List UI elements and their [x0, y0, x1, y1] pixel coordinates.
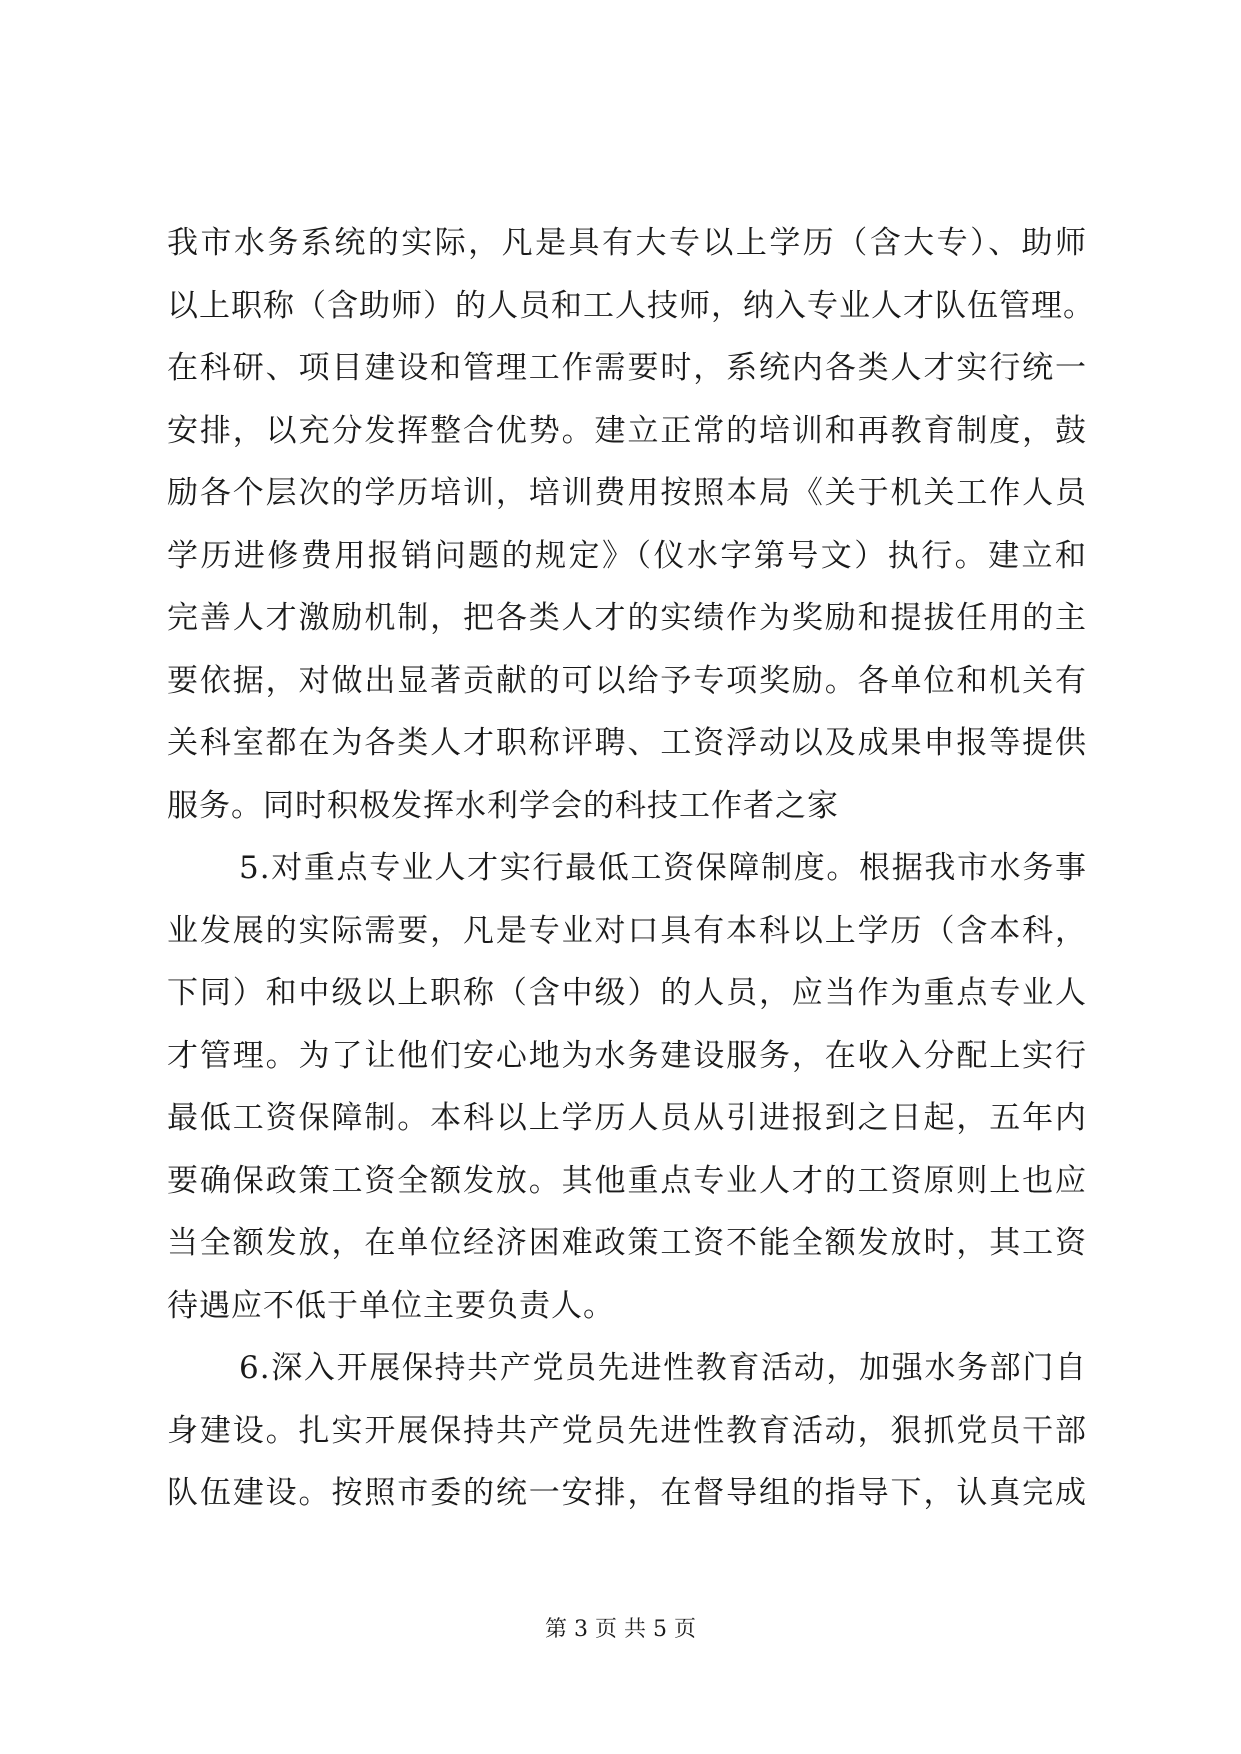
paragraph-6-heading-line: 6.深入开展保持共产党员先进性教育活动，加强水务部门自 — [239, 1350, 1087, 1386]
text-line: 在科研、项目建设和管理工作需要时，系统内各类人才实行统一 — [167, 350, 1087, 386]
text-line: 最低工资保障制。本科以上学历人员从引进报到之日起，五年内 — [167, 1100, 1087, 1136]
text-line: 待遇应不低于单位主要负责人。 — [167, 1288, 615, 1324]
page-number-footer: 第 3 页 共 5 页 — [545, 1617, 696, 1642]
text-line: 我市水务系统的实际，凡是具有大专以上学历（含大专）、助师 — [167, 225, 1087, 261]
text-line: 下同）和中级以上职称（含中级）的人员，应当作为重点专业人 — [167, 975, 1087, 1011]
text-line: 才管理。为了让他们安心地为水务建设服务，在收入分配上实行 — [167, 1038, 1087, 1074]
text-line: 要确保政策工资全额发放。其他重点专业人才的工资原则上也应 — [167, 1163, 1087, 1199]
text-line: 队伍建设。按照市委的统一安排，在督导组的指导下，认真完成 — [167, 1475, 1087, 1511]
paragraph-5-heading-line: 5.对重点专业人才实行最低工资保障制度。根据我市水务事 — [239, 850, 1087, 886]
text-line: 服务。同时积极发挥水利学会的科技工作者之家 — [167, 788, 839, 824]
text-line: 完善人才激励机制，把各类人才的实绩作为奖励和提拔任用的主 — [167, 600, 1087, 636]
text-line: 业发展的实际需要，凡是专业对口具有本科以上学历（含本科， — [167, 913, 1087, 949]
text-line: 当全额发放，在单位经济困难政策工资不能全额发放时，其工资 — [167, 1225, 1087, 1261]
text-line: 身建设。扎实开展保持共产党员先进性教育活动，狠抓党员干部 — [167, 1413, 1087, 1449]
text-line: 学历进修费用报销问题的规定》（仪水字第号文）执行。建立和 — [167, 538, 1087, 574]
text-line: 励各个层次的学历培训，培训费用按照本局《关于机关工作人员 — [167, 475, 1087, 511]
text-line: 安排，以充分发挥整合优势。建立正常的培训和再教育制度，鼓 — [167, 413, 1087, 449]
text-line: 关科室都在为各类人才职称评聘、工资浮动以及成果申报等提供 — [167, 725, 1087, 761]
text-line: 以上职称（含助师）的人员和工人技师，纳入专业人才队伍管理。 — [167, 288, 1095, 324]
text-line: 要依据，对做出显著贡献的可以给予专项奖励。各单位和机关有 — [167, 663, 1087, 699]
